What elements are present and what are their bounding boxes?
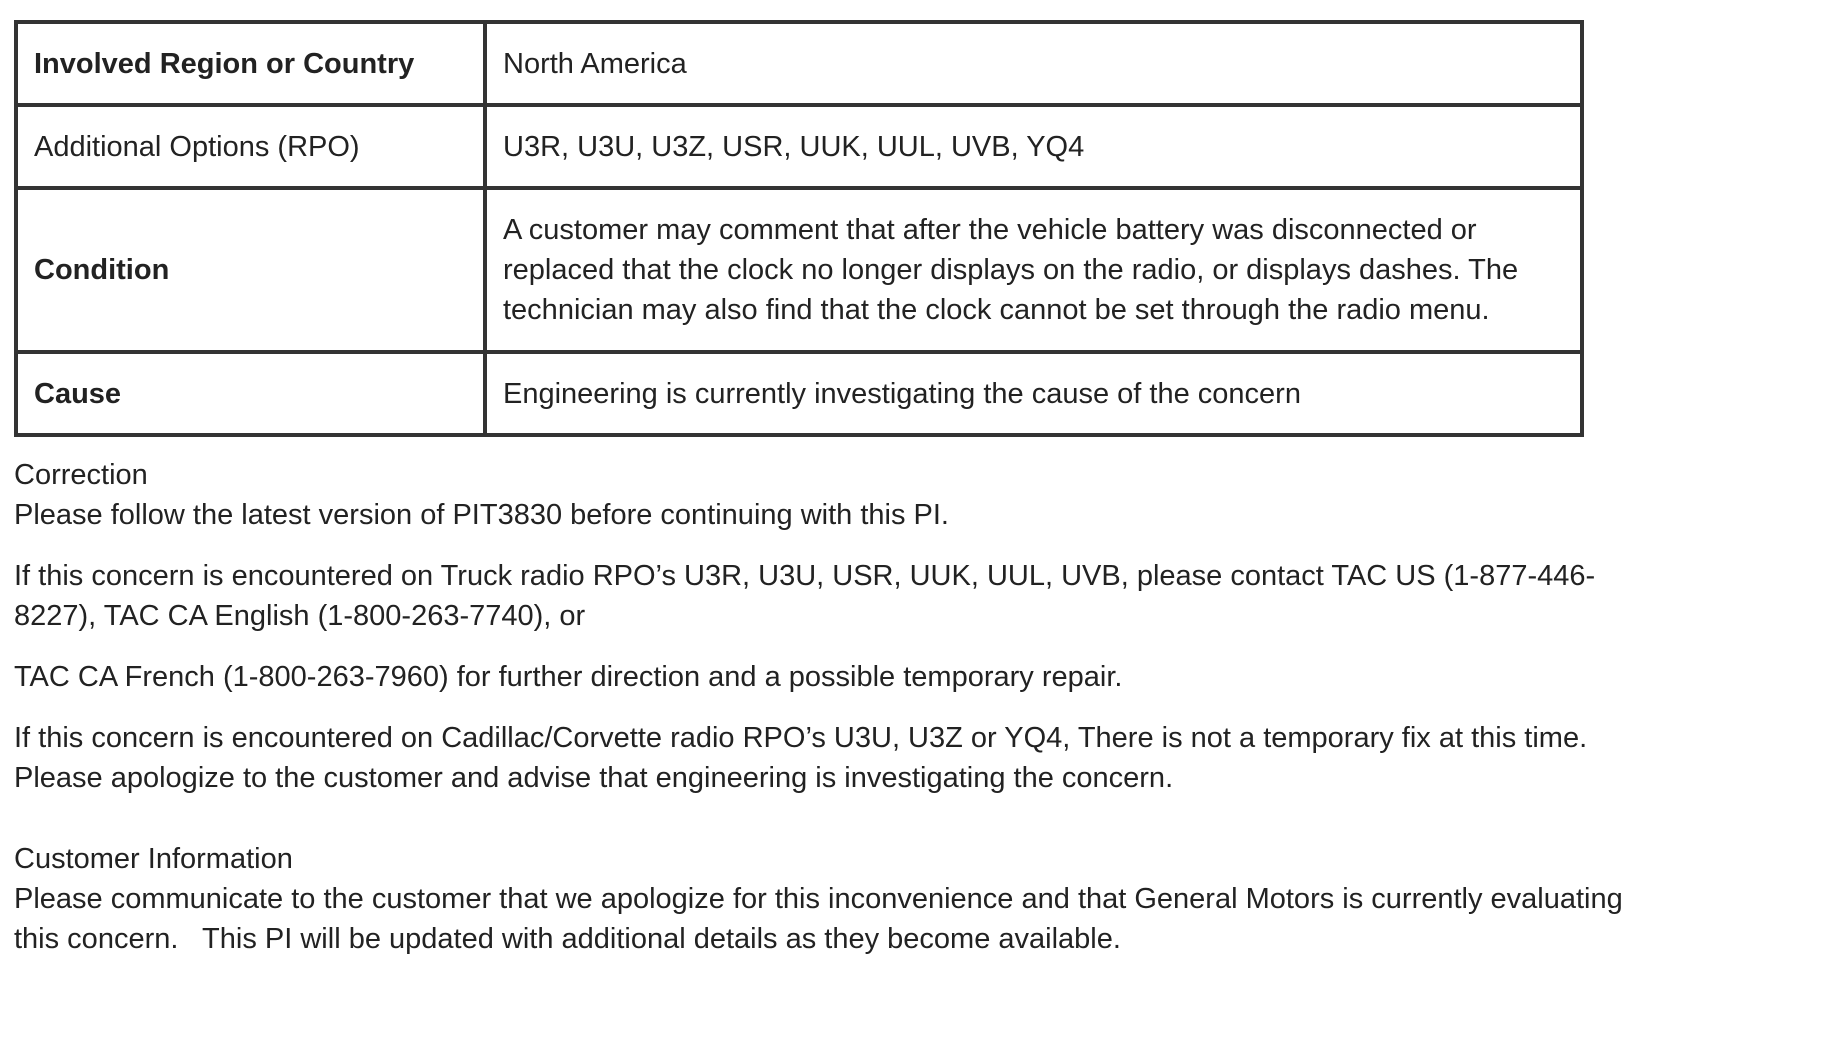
- region-label: Involved Region or Country: [16, 22, 485, 105]
- customer-information-heading: Customer Information: [14, 843, 293, 875]
- cause-value: Engineering is currently investigating the cause of the concern: [485, 352, 1582, 435]
- table-row: [16, 22, 1582, 105]
- correction-heading: Correction: [14, 459, 148, 491]
- condition-label: Condition: [16, 188, 485, 352]
- correction-paragraph-2: If this concern is encountered on Truck radio RPO’s U3R, U3U, USR, UUK, UUL, UVB, please contact TAC US (1-877-446-8227), TAC CA English (1-800-263-7740), or: [14, 560, 1596, 632]
- info-table: [14, 20, 1584, 437]
- table-row: [16, 352, 1582, 435]
- table-row: [16, 188, 1582, 352]
- rpo-label: Additional Options (RPO): [16, 105, 485, 188]
- condition-value: A customer may comment that after the vehicle battery was disconnected or replaced that the clock no longer displays on the radio, or displays dashes. The technician may also find that the clock cannot be set through the radio menu.: [485, 188, 1582, 352]
- region-value: North America: [485, 22, 1582, 105]
- body-text: [14, 455, 1674, 959]
- correction-paragraph-1: Please follow the latest version of PIT3830 before continuing with this PI.: [14, 499, 949, 531]
- cause-label: Cause: [16, 352, 485, 435]
- rpo-value: U3R, U3U, U3Z, USR, UUK, UUL, UVB, YQ4: [485, 105, 1582, 188]
- table-row: [16, 105, 1582, 188]
- customer-information-paragraph: Please communicate to the customer that we apologize for this inconvenience and that General Motors is currently evaluating this concern. This PI will be updated with additional details as they become available.: [14, 883, 1631, 955]
- correction-paragraph-3: TAC CA French (1-800-263-7960) for further direction and a possible temporary repair.: [14, 661, 1123, 693]
- correction-paragraph-4: If this concern is encountered on Cadillac/Corvette radio RPO’s U3U, U3Z or YQ4, There is not a temporary fix at this time. Please apologize to the customer and advise that engineering is investigating the concern.: [14, 722, 1588, 794]
